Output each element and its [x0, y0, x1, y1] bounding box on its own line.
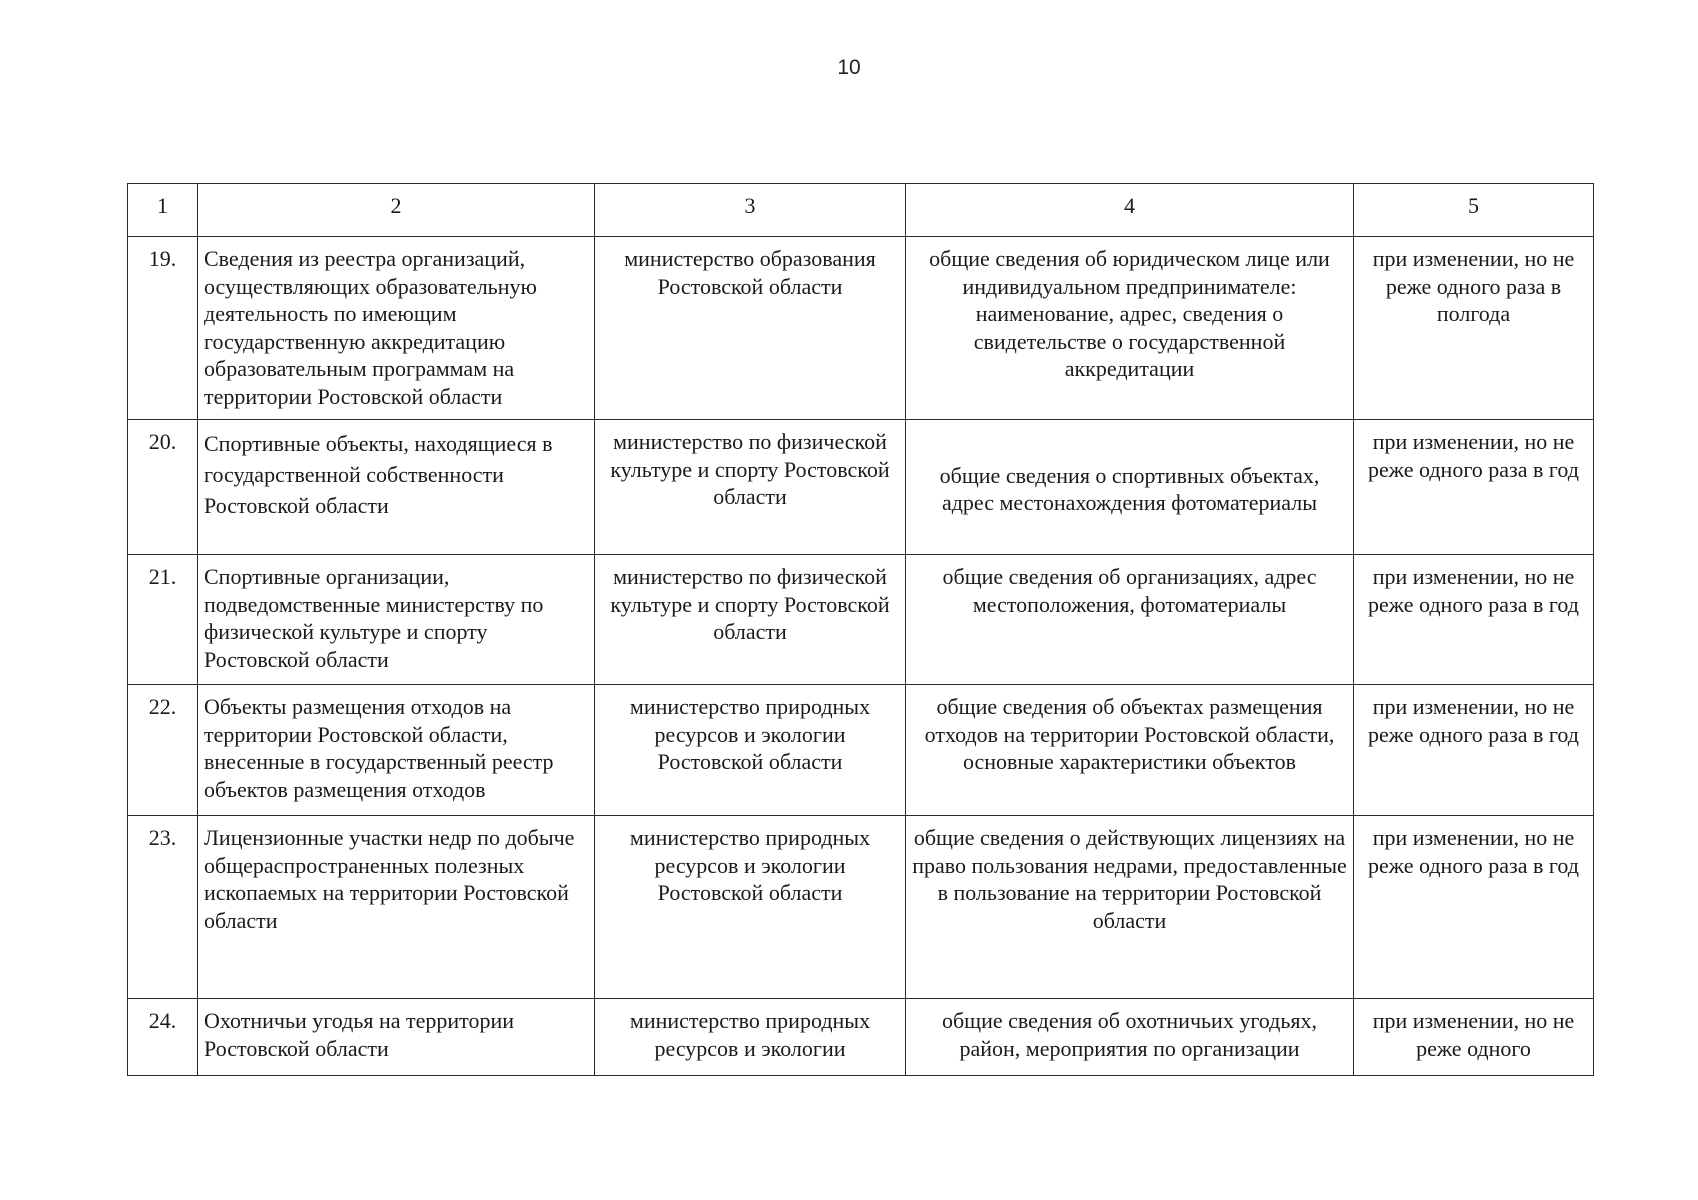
- table-row: [128, 420, 1594, 555]
- row-name: Спортивные организации, подведомственные министерству по физической культуре и спорту Ростовской области: [198, 555, 595, 685]
- row-content: общие сведения об объектах размещения отходов на территории Ростовской области, основные характеристики объектов: [906, 685, 1354, 816]
- row-frequency: при изменении, но не реже одного раза в полгода: [1354, 237, 1594, 420]
- row-owner: министерство по физической культуре и спорту Ростовской области: [595, 555, 906, 685]
- row-frequency: при изменении, но не реже одного: [1354, 999, 1594, 1076]
- table-row: [128, 999, 1594, 1076]
- row-owner: министерство природных ресурсов и экологии: [595, 999, 906, 1076]
- table-row: [128, 237, 1594, 420]
- row-number: 23.: [128, 816, 198, 999]
- row-content: общие сведения о действующих лицензиях на право пользования недрами, предоставленные в пользование на территории Ростовской области: [906, 816, 1354, 999]
- row-content: общие сведения о спортивных объектах, адрес местонахождения фотоматериалы: [906, 420, 1354, 555]
- row-owner: министерство образования Ростовской области: [595, 237, 906, 420]
- column-header-1: 1: [128, 184, 198, 237]
- row-frequency: при изменении, но не реже одного раза в год: [1354, 816, 1594, 999]
- row-name: Охотничьи угодья на территории Ростовской области: [198, 999, 595, 1076]
- row-owner: министерство природных ресурсов и экологии Ростовской области: [595, 685, 906, 816]
- table-header-row: [128, 184, 1594, 237]
- column-header-2: 2: [198, 184, 595, 237]
- row-number: 21.: [128, 555, 198, 685]
- row-name: Сведения из реестра организаций, осуществляющих образовательную деятельность по имеющим государственную аккредитацию образовательным программам на территории Ростовской области: [198, 237, 595, 420]
- row-frequency: при изменении, но не реже одного раза в год: [1354, 685, 1594, 816]
- page-number: 10: [837, 56, 861, 79]
- column-header-3: 3: [595, 184, 906, 237]
- row-name: Спортивные объекты, находящиеся в государственной собственности Ростовской области: [198, 420, 595, 555]
- row-number: 19.: [128, 237, 198, 420]
- table-row: [128, 816, 1594, 999]
- row-content: общие сведения об охотничьих угодьях, район, мероприятия по организации: [906, 999, 1354, 1076]
- row-number: 22.: [128, 685, 198, 816]
- column-header-4: 4: [906, 184, 1354, 237]
- row-owner: министерство природных ресурсов и экологии Ростовской области: [595, 816, 906, 999]
- row-frequency: при изменении, но не реже одного раза в год: [1354, 555, 1594, 685]
- row-number: 20.: [128, 420, 198, 555]
- row-content: общие сведения об организациях, адрес местоположения, фотоматериалы: [906, 555, 1354, 685]
- column-header-5: 5: [1354, 184, 1594, 237]
- row-owner: министерство по физической культуре и спорту Ростовской области: [595, 420, 906, 555]
- table-row: [128, 685, 1594, 816]
- row-name: Объекты размещения отходов на территории Ростовской области, внесенные в государственный реестр объектов размещения отходов: [198, 685, 595, 816]
- registry-table: [127, 183, 1594, 1076]
- row-content: общие сведения об юридическом лице или индивидуальном предпринимателе: наименование, адрес, сведения о свидетельстве о государственной аккредитации: [906, 237, 1354, 420]
- row-name: Лицензионные участки недр по добыче общераспространенных полезных ископаемых на территории Ростовской области: [198, 816, 595, 999]
- row-number: 24.: [128, 999, 198, 1076]
- table-row: [128, 555, 1594, 685]
- row-frequency: при изменении, но не реже одного раза в год: [1354, 420, 1594, 555]
